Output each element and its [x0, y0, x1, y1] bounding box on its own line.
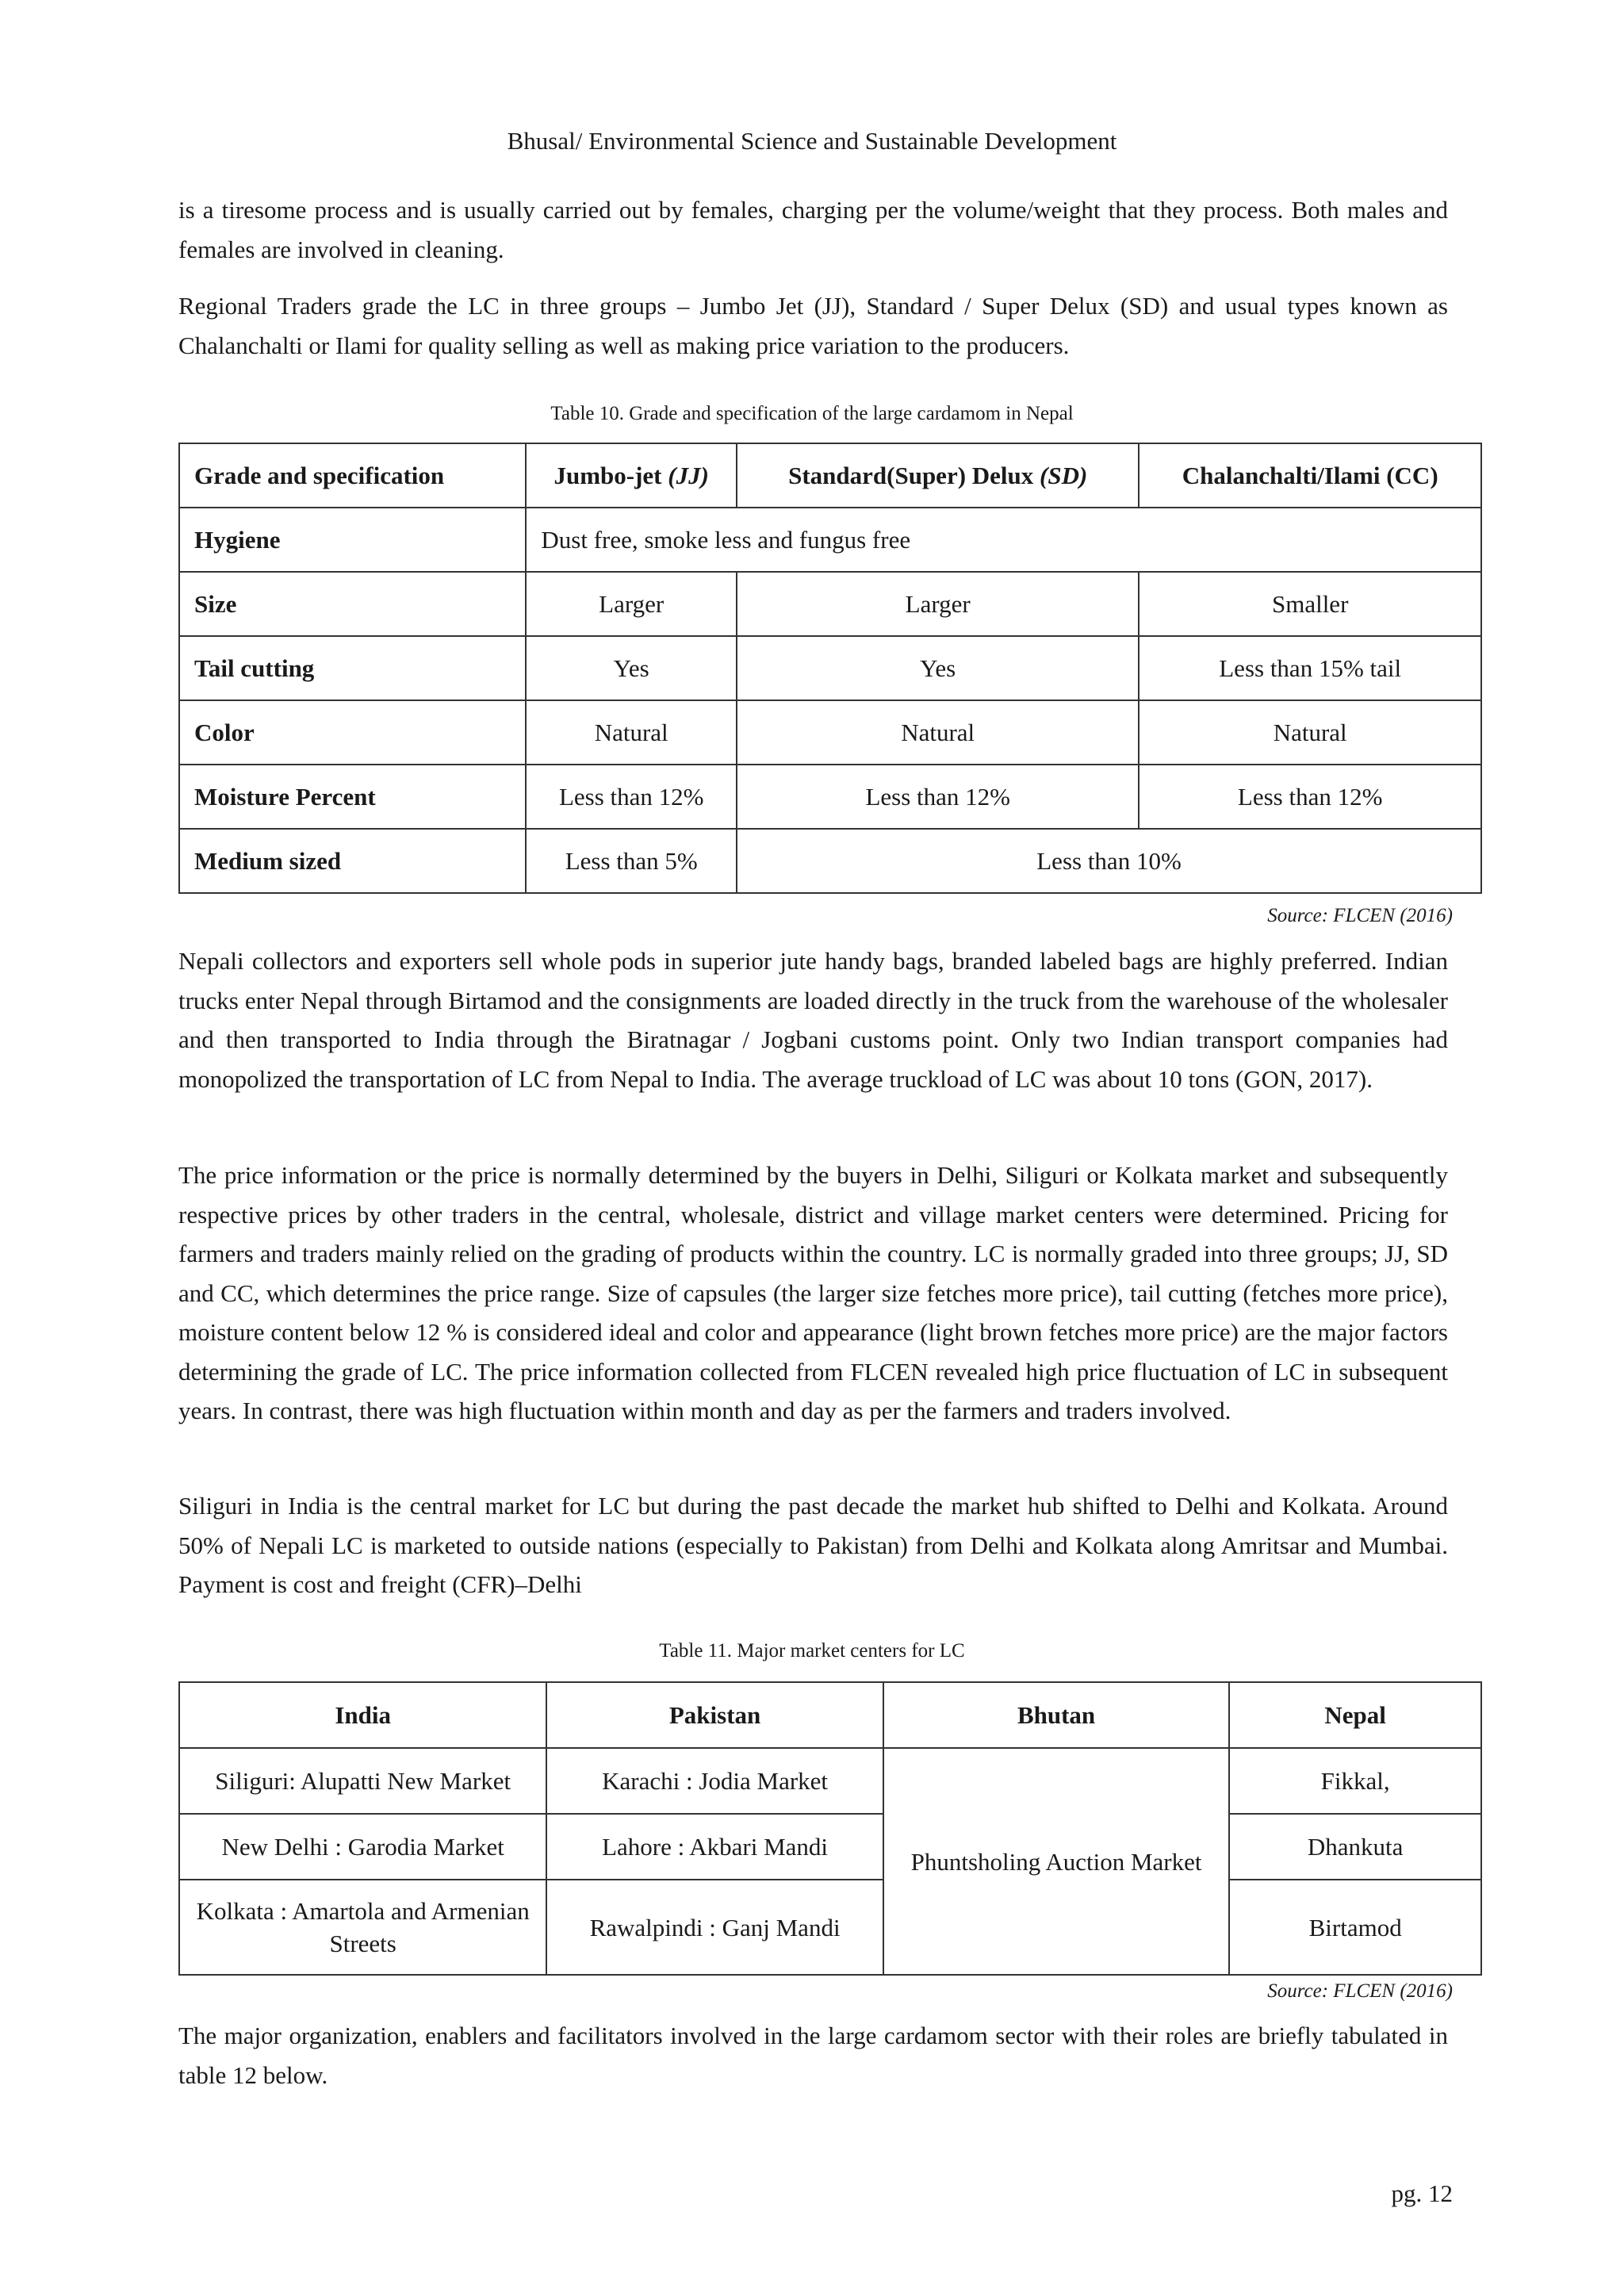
- row-label: Tail cutting: [179, 636, 526, 700]
- header-abbr: (SD): [1040, 461, 1088, 489]
- table-header-row: [179, 443, 1481, 508]
- paragraph: Siliguri in India is the central market for LC but during the past decade the market hub shifted to Delhi and Kolkata. Around 50% of Nepali LC is marketed to outside nations (especially to Pakistan) from Delhi and Kolkata along Amritsar and Mumbai. Payment is cost and freight (CFR)–Delhi: [178, 1492, 1448, 1598]
- table-cell: Smaller: [1139, 572, 1481, 636]
- table-cell: Less than 12%: [737, 765, 1139, 829]
- table-cell: Dhankuta: [1229, 1814, 1481, 1880]
- row-label: Size: [179, 572, 526, 636]
- table-header-cell: India: [179, 1682, 546, 1748]
- table-cell: Birtamod: [1229, 1880, 1481, 1975]
- table-cell: Natural: [526, 700, 737, 765]
- table-row: [179, 508, 1481, 572]
- table-11-caption: Table 11. Major market centers for LC: [659, 1640, 965, 1662]
- table-header-cell: Grade and specification: [179, 443, 526, 508]
- row-label: Hygiene: [179, 508, 526, 572]
- table-row: [179, 572, 1481, 636]
- table-cell: Larger: [526, 572, 737, 636]
- table-cell: Phuntsholing Auction Market: [883, 1748, 1229, 1975]
- row-label: Moisture Percent: [179, 765, 526, 829]
- table-10: [178, 443, 1482, 894]
- table-header-cell: Bhutan: [883, 1682, 1229, 1748]
- table-cell: Kolkata : Amartola and Armenian Streets: [179, 1880, 546, 1975]
- table-header-row: [179, 1682, 1481, 1748]
- header-text: Jumbo-jet: [553, 461, 668, 489]
- row-label: Medium sized: [179, 829, 526, 893]
- paragraph: is a tiresome process and is usually carried out by females, charging per the volume/weight that they process. Both males and females are involved in cleaning.: [178, 196, 1448, 263]
- table-header-cell: Pakistan: [546, 1682, 883, 1748]
- table-cell: Rawalpindi : Ganj Mandi: [546, 1880, 883, 1975]
- running-head: Bhusal/ Environmental Science and Sustainable Development: [507, 127, 1117, 155]
- table-11-source: Source: FLCEN (2016): [1267, 1980, 1453, 2002]
- header-abbr: (JJ): [668, 461, 709, 489]
- paragraph: Regional Traders grade the LC in three groups – Jumbo Jet (JJ), Standard / Super Delux (SD) and usual types known as Chalanchalti or Ilami for quality selling as well as making price variation to the producers.: [178, 292, 1448, 359]
- table-cell: Yes: [737, 636, 1139, 700]
- page-number: pg. 12: [1391, 2179, 1453, 2207]
- table-cell: Larger: [737, 572, 1139, 636]
- table-header-cell: Nepal: [1229, 1682, 1481, 1748]
- table-cell: New Delhi : Garodia Market: [179, 1814, 546, 1880]
- table-10-caption: Table 10. Grade and specification of the large cardamom in Nepal: [550, 403, 1074, 424]
- table-cell: Fikkal,: [1229, 1748, 1481, 1814]
- table-10-source: Source: FLCEN (2016): [1267, 905, 1453, 926]
- table-row: [179, 1814, 1481, 1880]
- table-cell: Dust free, smoke less and fungus free: [526, 508, 1481, 572]
- table-cell: Siliguri: Alupatti New Market: [179, 1748, 546, 1814]
- paragraph: The price information or the price is normally determined by the buyers in Delhi, Siliguri or Kolkata market and subsequently respective prices by other traders in the central, wholesale, district and village market centers were determined. Pricing for farmers and traders mainly relied on the grading of products within the country. LC is normally graded into three groups; JJ, SD and CC, which determines the price range. Size of capsules (the larger size fetches more price), tail cutting (fetches more price), moisture content below 12 % is considered ideal and color and appearance (light brown fetches more price) are the major factors determining the grade of LC. The price information collected from FLCEN revealed high price fluctuation of LC in subsequent years. In contrast, there was high fluctuation within month and day as per the farmers and traders involved.: [178, 1161, 1448, 1424]
- table-cell: Less than 12%: [526, 765, 737, 829]
- table-cell: Less than 10%: [737, 829, 1481, 893]
- table-row: [179, 700, 1481, 765]
- table-cell: Karachi : Jodia Market: [546, 1748, 883, 1814]
- table-header-cell: [526, 443, 737, 508]
- table-row: [179, 829, 1481, 893]
- table-row: [179, 636, 1481, 700]
- table-row: [179, 1748, 1481, 1814]
- table-11: [178, 1681, 1482, 1976]
- table-cell: Natural: [1139, 700, 1481, 765]
- table-cell: Lahore : Akbari Mandi: [546, 1814, 883, 1880]
- header-text: Standard(Super) Delux: [788, 461, 1040, 489]
- table-row: [179, 1880, 1481, 1975]
- table-row: [179, 765, 1481, 829]
- paragraph: Nepali collectors and exporters sell whole pods in superior jute handy bags, branded labeled bags are highly preferred. Indian trucks enter Nepal through Birtamod and the consignments are loaded directly in the truck from the warehouse of the wholesaler and then transported to India through the Biratnagar / Jogbani customs point. Only two Indian transport companies had monopolized the transportation of LC from Nepal to India. The average truckload of LC was about 10 tons (GON, 2017).: [178, 947, 1448, 1093]
- paragraph: The major organization, enablers and facilitators involved in the large cardamom sector with their roles are briefly tabulated in table 12 below.: [178, 2022, 1448, 2089]
- table-cell: Natural: [737, 700, 1139, 765]
- table-header-cell: Chalanchalti/Ilami (CC): [1139, 443, 1481, 508]
- table-cell: Less than 12%: [1139, 765, 1481, 829]
- row-label: Color: [179, 700, 526, 765]
- table-cell: Less than 15% tail: [1139, 636, 1481, 700]
- table-header-cell: [737, 443, 1139, 508]
- table-cell: Yes: [526, 636, 737, 700]
- table-cell: Less than 5%: [526, 829, 737, 893]
